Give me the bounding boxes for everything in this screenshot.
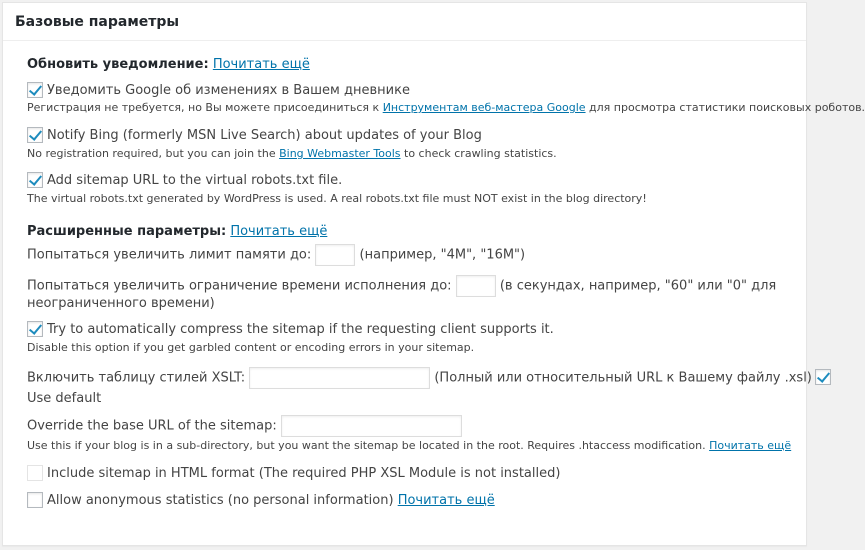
google-desc xyxy=(27,101,865,115)
advanced-heading-row xyxy=(27,223,327,240)
anon-stats-option xyxy=(27,492,495,509)
bing-notify-label: Notify Bing (formerly MSN Live Search) about updates of your Blog xyxy=(47,128,482,143)
html-format-checkbox xyxy=(27,465,43,481)
google-desc-tail: для просмотра статистики поисковых роботов. xyxy=(585,101,865,114)
basic-options-box xyxy=(2,2,865,546)
time-limit-input[interactable] xyxy=(456,275,496,297)
notify-read-more-link[interactable]: Почитать ещё xyxy=(212,57,310,72)
google-desc-text: Регистрация не требуется, но Вы можете присоединиться к xyxy=(27,101,383,114)
base-url-input[interactable] xyxy=(281,415,462,437)
anon-stats-label: Allow anonymous statistics (no personal information) xyxy=(47,493,394,508)
memory-label: Попытаться увеличить лимит памяти до: xyxy=(27,247,312,263)
advanced-read-more-link[interactable]: Почитать ещё xyxy=(230,224,328,239)
notify-heading-row xyxy=(27,56,310,73)
google-notify-label: Уведомить Google об изменениях в Вашем дневнике xyxy=(47,83,410,98)
base-url-desc-text: Use this if your blog is in a sub-directory, but you want the sitemap be located in the root. Requires .htaccess modification. xyxy=(27,439,706,452)
bing-notify-checkbox[interactable] xyxy=(27,127,43,143)
xslt-url-input[interactable] xyxy=(249,367,430,389)
compress-checkbox[interactable] xyxy=(27,321,43,337)
xslt-use-default-checkbox[interactable] xyxy=(815,369,831,385)
xslt-row xyxy=(27,367,835,389)
robots-checkbox[interactable] xyxy=(27,172,43,188)
html-format-label: Include sitemap in HTML format (The required PHP XSL Module is not installed) xyxy=(47,466,561,481)
memory-limit-input[interactable] xyxy=(315,244,355,266)
html-format-option xyxy=(27,465,560,482)
bing-desc xyxy=(27,147,557,161)
memory-row xyxy=(27,244,525,266)
robots-label: Add sitemap URL to the virtual robots.txt file. xyxy=(47,173,343,188)
robots-option xyxy=(27,172,342,189)
xslt-label: Включить таблицу стилей XSLT: xyxy=(27,370,246,386)
time-label: Попытаться увеличить ограничение времени исполнения до: xyxy=(27,278,452,294)
compress-label: Try to automatically compress the sitemap if the requesting client supports it. xyxy=(47,322,554,337)
bing-desc-text: No registration required, but you can join the xyxy=(27,147,280,160)
google-notify-checkbox[interactable] xyxy=(27,82,43,98)
bing-desc-tail: to check crawling statistics. xyxy=(400,147,557,160)
xslt-use-default-label: Use default xyxy=(27,391,102,406)
anon-stats-checkbox[interactable] xyxy=(27,492,43,508)
base-url-row xyxy=(27,415,462,437)
base-url-desc xyxy=(27,439,791,453)
time-hint-cont: неограниченного времени) xyxy=(27,296,215,311)
compress-desc: Disable this option if you get garbled content or encoding errors in your sitemap. xyxy=(27,341,475,354)
base-url-read-more-link[interactable]: Почитать ещё xyxy=(709,439,792,452)
compress-option xyxy=(27,321,554,338)
xslt-hint: (Полный или относительный URL к Вашему файлу .xsl) xyxy=(434,370,812,386)
anon-stats-read-more-link[interactable]: Почитать ещё xyxy=(397,493,495,508)
box-title: Базовые параметры xyxy=(3,3,806,41)
bing-webmaster-link[interactable]: Bing Webmaster Tools xyxy=(279,147,401,160)
memory-hint: (например, "4M", "16M") xyxy=(359,247,526,263)
time-hint: (в секундах, например, "60" или "0" для xyxy=(499,278,777,294)
advanced-heading: Расширенные параметры: xyxy=(27,224,227,239)
base-url-label: Override the base URL of the sitemap: xyxy=(27,418,277,434)
google-option xyxy=(27,82,410,99)
google-webmaster-link[interactable]: Инструментам веб-мастера Google xyxy=(382,101,586,114)
notify-heading: Обновить уведомление: xyxy=(27,57,209,72)
time-row xyxy=(27,275,776,297)
robots-desc: The virtual robots.txt generated by WordPress is used. A real robots.txt file must NOT exist in the blog directory! xyxy=(27,192,647,205)
bing-option xyxy=(27,127,482,144)
